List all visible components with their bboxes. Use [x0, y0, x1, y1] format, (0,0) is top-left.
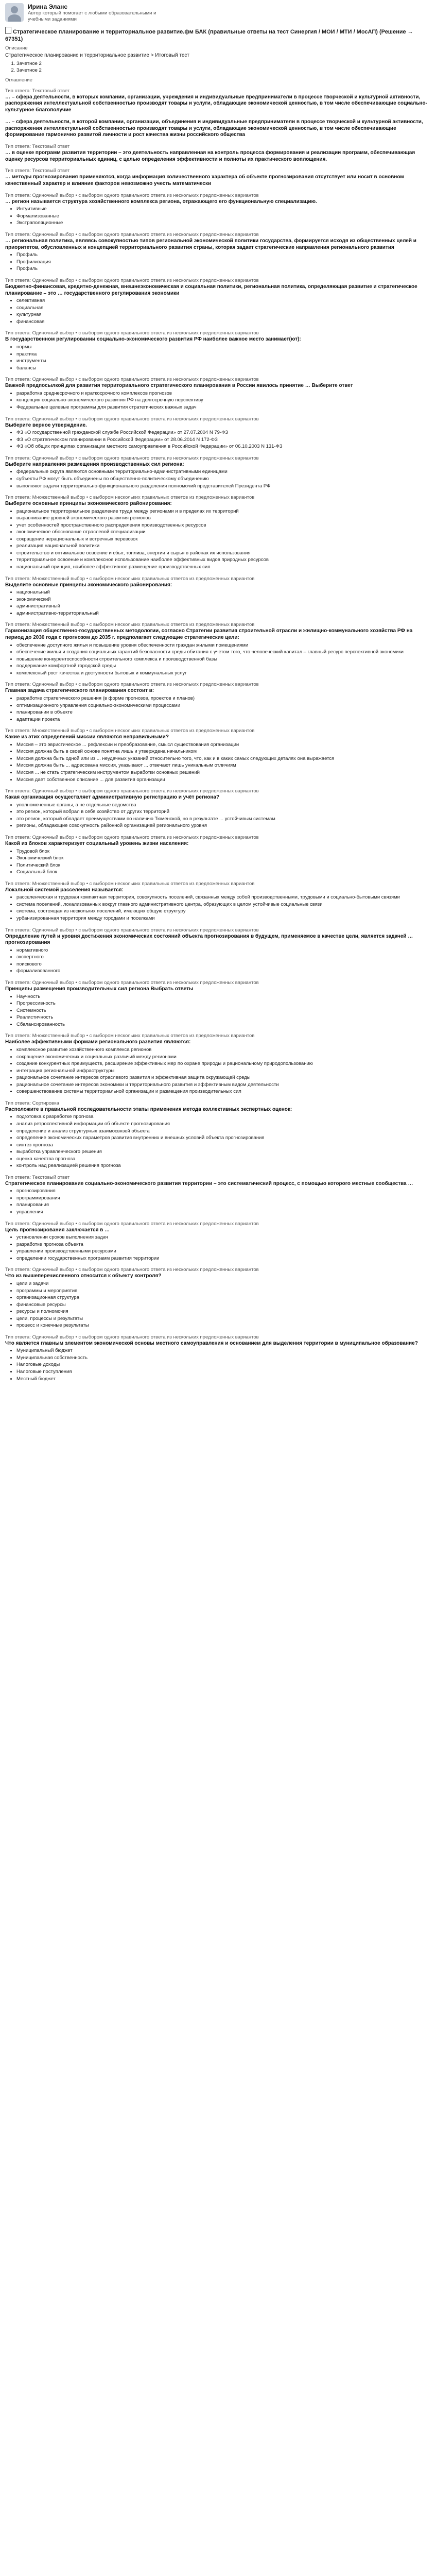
option-item: • выравнивание уровней экономического развития регионов [16, 515, 432, 522]
option-item: • Миссия должна быть одной или из ... неудачных указаний относительно того, что, как и в каких самых следующих деталях она выражается [16, 756, 432, 762]
option-item: • определение экономических параметров развития внутренних и внешних условий объекта прогнозирования [16, 1135, 432, 1142]
question-text: … – сфера деятельности, в которых компании, организации, учреждения и индивидуальные предприниматели в процессе творческой и культурной активности, распоряжения интеллектуальной собственностью производят товары и услуги, обладающие экономической ценностью, в том числе обеспечивающие социально-культурное благополучие [5, 94, 427, 113]
option-item: • программирования [16, 1195, 432, 1202]
option-item: • Социальный блок [16, 869, 432, 876]
option-item: • совершенствование системы территориальной организации и размещения производительных сил [16, 1089, 432, 1095]
option-item: • селективная [16, 298, 432, 304]
option-item: • рациональное сочетание интересов отраслевого развития и эффективная защита окружающей среды [16, 1075, 432, 1081]
question-block [5, 330, 432, 371]
question-text: Цель прогнозирования заключается в … [5, 1227, 110, 1233]
option-item: • балансы [16, 365, 432, 372]
question-block [5, 1175, 432, 1216]
option-item: • поддержание комфортной городской среды [16, 663, 432, 670]
question-type: Тип ответа: Множественный выбор • с выбором нескольких правильных ответов из предложенных вариантов [5, 880, 255, 887]
question-text: Какие из этих определений миссии являются неправильными? [5, 734, 169, 740]
option-item: • ресурсы и полномочия [16, 1309, 432, 1315]
options-list [5, 1234, 432, 1262]
question-block [5, 622, 432, 676]
question-type: Тип ответа: Одиночный выбор • с выбором одного правильного ответа из нескольких предложенных вариантов [5, 834, 259, 840]
question-text: Стратегическое планирование социально-экономического развития территории – это систематический процесс, с помощью которого местные сообщества … [5, 1180, 413, 1187]
option-item: • планирования [16, 1202, 432, 1209]
question-text: Выберите верное утверждение. [5, 422, 87, 428]
option-item: • субъекты РФ могут быть объединены по общественно-политическому объединению [16, 476, 432, 483]
option-item: • программы и мероприятия [16, 1288, 432, 1295]
question-type: Тип ответа: Сортировка [5, 1100, 59, 1106]
question-block [5, 728, 432, 783]
option-item: • это регион, который вобрал в себя хозяйство от других территорий [16, 809, 432, 816]
question-type: Тип ответа: Одиночный выбор • с выбором одного правильного ответа из нескольких предложенных вариантов [5, 192, 259, 198]
question-type: Тип ответа: Одиночный выбор • с выбором одного правильного ответа из нескольких предложенных вариантов [5, 788, 259, 794]
question-type: Тип ответа: Текстовый ответ [5, 143, 70, 149]
option-item: • комплексное развитие хозяйственного комплекса регионов [16, 1047, 432, 1054]
option-item: • Миссия дает собственное описание ... для развития организации [16, 777, 432, 784]
question-block [5, 1334, 432, 1382]
question-block [5, 682, 432, 723]
description-label: Описание [5, 45, 28, 51]
author-name[interactable]: Ирина Эланс [28, 3, 68, 10]
question-type: Тип ответа: Одиночный выбор • с выбором одного правильного ответа из нескольких предложенных вариантов [5, 377, 259, 383]
page-title [5, 27, 432, 43]
question-text: Определение путей и уровня достижения экономических состояний объекта прогнозирования в будущем, применяемое в качестве цели, является задачей … прогнозирования [5, 933, 413, 946]
question-type: Тип ответа: Текстовый ответ [5, 168, 70, 174]
option-item: • рациональное территориальное разделение труда между регионами и в пределах их территорий [16, 509, 432, 515]
option-item: • строительство и оптимальное освоение и сбыт, топлива, энергии и сырья в районах их использования [16, 550, 432, 557]
toc-item[interactable] [16, 67, 432, 73]
option-item: • выработка управленческого решения [16, 1149, 432, 1156]
option-item: • Местный бюджет [16, 1376, 432, 1383]
option-item: • прогнозирования [16, 1188, 432, 1195]
option-item: • Профилизация [16, 259, 432, 266]
question-block [5, 1221, 432, 1262]
option-item: • национальный [16, 589, 432, 596]
option-item: • Миссия ... не стать стратегическим инструментом выработки основных решений [16, 770, 432, 776]
question-type: Тип ответа: Одиночный выбор • с выбором одного правильного ответа из нескольких предложенных вариантов [5, 927, 259, 933]
option-item: • планировании в объекте [16, 709, 432, 716]
option-item: • Реалистичность [16, 1014, 432, 1021]
author-description: Автор который помогает с любыми образовательными и учебными заданиями [28, 10, 156, 22]
option-item: • Системность [16, 1008, 432, 1014]
option-item: • нормы [16, 344, 432, 351]
question-text: Наиболее эффективными формами регионального развития являются: [5, 1039, 191, 1045]
option-item: • Налоговые поступления [16, 1369, 432, 1376]
option-item: • Миссия – это эвристическое ... рефлексии и преобразование, смысл существования организации [16, 742, 432, 749]
question-text: … региональная политика, являясь совокупностью типов региональной экономической политики государства, формируется исходя из общественных целей и приоритетов, обусловленных и концепцией территориального развития страны, которая задает стратегические направления регионального развития [5, 238, 416, 250]
option-item: • Трудовой блок [16, 849, 432, 855]
options-list [5, 642, 432, 677]
option-item: • расселенческая и трудовая компактная территория, совокупность поселений, связанных между собой производственными, трудовыми и социально-бытовыми связями [16, 894, 432, 901]
option-item: • концепция социально-экономического развития РФ на долгосрочную перспективу [16, 397, 432, 404]
option-item: • это регион, который обладает преимуществами по наличию Тюменской, но в результате ... устойчивым системам [16, 816, 432, 823]
options-list [5, 430, 432, 450]
option-item: • установлении сроков выполнения задач [16, 1234, 432, 1241]
question-text: Важной предпосылкой для развития территориального стратегического планирования в России явилось принятие … Выберите ответ [5, 383, 353, 389]
options-list [5, 589, 432, 617]
question-block [5, 168, 432, 187]
options-list [5, 742, 432, 783]
option-item: • реализация национальной политики [16, 543, 432, 550]
option-item: • рациональное сочетание интересов экономики и территориального развития и эффективным видом деятельности [16, 1082, 432, 1089]
question-type: Тип ответа: Множественный выбор • с выбором нескольких правильных ответов из предложенных вариантов [5, 1033, 255, 1039]
question-text: … методы прогнозирования применяются, когда информация количественного характера об объекте прогнозирования отсутствует или носит в основном качественный характер и влияние факторов невозможно учесть математически [5, 174, 404, 187]
question-text: Бюджетно-финансовая, кредитно-денежная, внешнеэкономическая и социальная политики, региональная политика, определяющая развитие и стратегическое планирование – это … государственного регулирования экономики [5, 283, 417, 296]
option-item: • сокращение экономических и социальных различий между регионами [16, 1054, 432, 1061]
question-type: Тип ответа: Текстовый ответ [5, 88, 70, 94]
question-block [5, 278, 432, 326]
question-type: Тип ответа: Множественный выбор • с выбором нескольких правильных ответов из предложенных вариантов [5, 495, 255, 501]
option-item: • определении государственных программ развития территории [16, 1256, 432, 1262]
option-item: • создание конкурентных преимуществ, расширение эффективных мер по охране природы и рациональному природопользованию [16, 1061, 432, 1067]
question-block [5, 881, 432, 922]
question-block [5, 119, 432, 139]
author-info [28, 3, 162, 23]
option-item: • Научность [16, 994, 432, 1001]
avatar[interactable] [5, 3, 24, 22]
option-item: • обеспечение жилья и создания социальных гарантий безопасности среды обитания с учетом того, что человеческий капитал – главный ресурс перспективной экономики [16, 649, 432, 656]
question-text: Гармонизация общественно-государственных методологии, согласно Стратегии развития строительной отрасли и жилищно-коммунального хозяйства РФ на период до 2030 года с прогнозом до 2035 г. предполагает следующие стратегические цели: [5, 628, 413, 641]
option-item: • подготовка к разработке прогноза [16, 1114, 432, 1121]
option-item: • культурная [16, 312, 432, 318]
option-item: • федеральные округа являются основными территориально-административными единицами [16, 469, 432, 476]
question-block [5, 416, 432, 450]
option-item: • анализ ретроспективной информации об объекте прогнозирования [16, 1121, 432, 1128]
question-type: Тип ответа: Одиночный выбор • с выбором одного правильного ответа из нескольких предложенных вариантов [5, 980, 259, 986]
option-item: • территориальное освоение и комплексное использование наиболее эффективных видов природных ресурсов [16, 557, 432, 564]
question-block [5, 1100, 432, 1170]
question-text: В государственном регулировании социально-экономического развития РФ наиболее важное место занимает(ют): [5, 336, 301, 343]
toc-item[interactable] [16, 61, 432, 66]
question-block [5, 232, 432, 273]
option-item: • цели, процессы и результаты [16, 1316, 432, 1323]
option-item: • контроль над реализацией решения прогноза [16, 1163, 432, 1170]
question-text: Расположите в правильной последовательности этапы применения метода коллективных экспертных оценок: [5, 1106, 292, 1112]
option-item: • Прогрессивность [16, 1001, 432, 1007]
question-text: Выберите основные принципы экономического районирования: [5, 501, 172, 507]
questions-list [5, 88, 432, 1382]
option-item: • управления [16, 1209, 432, 1216]
page-title-text: Стратегическое планирование и территориальное развитие.фм БАК (правильные ответы на тест Синергия / МОИ / МТИ / МосАП) (Решение → 67351) [5, 28, 413, 43]
question-block [5, 377, 432, 411]
author-block [5, 3, 432, 23]
option-item: • инструменты [16, 358, 432, 365]
question-type: Тип ответа: Одиночный выбор • с выбором одного правильного ответа из нескольких предложенных вариантов [5, 1334, 259, 1340]
option-item: • разработке стратегического решения (в форме прогнозов, проектов и планов) [16, 696, 432, 702]
options-list [5, 1047, 432, 1095]
question-type: Тип ответа: Одиночный выбор • с выбором одного правильного ответа из нескольких предложенных вариантов [5, 330, 259, 336]
option-item: • финансовая [16, 319, 432, 326]
option-item: • урбанизированная территория между городами и поселками [16, 916, 432, 922]
question-block [5, 144, 432, 163]
question-text: … в оценке программ развития территории – это деятельность направленная на контроль процесса формирования и реализации программ, обеспечивающая оценку ресурсов территориальных единиц, с целью определения эффективности и полноты их практического воплощения. [5, 149, 415, 162]
description-text: Стратегическое планирование и территориальное развитие > Итоговый тест [5, 52, 189, 58]
options-list [5, 1114, 432, 1169]
question-type: Тип ответа: Одиночный выбор • с выбором одного правильного ответа из нескольких предложенных вариантов [5, 1267, 259, 1273]
question-block [5, 576, 432, 617]
option-item: • управлении производственными ресурсами [16, 1248, 432, 1255]
options-list [5, 469, 432, 489]
question-type: Тип ответа: Одиночный выбор • с выбором одного правильного ответа из нескольких предложенных вариантов [5, 682, 259, 688]
option-item: • Федеральные целевые программы для развития стратегических важных задач [16, 404, 432, 411]
option-item: • сокращение нерациональных и встречных перевозок [16, 536, 432, 543]
option-item: • ФЗ «О стратегическом планировании в Российской Федерации» от 28.06.2014 N 172-ФЗ [16, 437, 432, 444]
option-item: • ФЗ «Об общих принципах организации местного самоуправления в Российской Федерации» от 06.10.2003 N 131-ФЗ [16, 444, 432, 450]
outline-label: Оглавление [5, 77, 32, 83]
option-item: • административный [16, 603, 432, 610]
question-type: Тип ответа: Множественный выбор • с выбором нескольких правильных ответов из предложенных вариантов [5, 622, 255, 628]
option-item: • социальная [16, 305, 432, 312]
options-list [5, 947, 432, 975]
question-text: Выберите направления размещения производственных сил региона: [5, 461, 184, 467]
option-item: • Экономический блок [16, 855, 432, 862]
question-block [5, 980, 432, 1028]
question-block [5, 88, 432, 114]
options-list [5, 206, 432, 227]
option-item: • разработке прогноза объекта [16, 1242, 432, 1248]
toc-item-label[interactable]: Зачетное 2 [16, 60, 42, 66]
option-item: • интеграция региональной инфраструктуры [16, 1068, 432, 1075]
question-block [5, 1267, 432, 1329]
options-list [5, 994, 432, 1028]
question-block [5, 495, 432, 570]
option-item: • организационная структура [16, 1295, 432, 1301]
option-item: • Миссия должна быть в своей основе понятна лишь и утверждена начальником [16, 749, 432, 755]
option-item: • поискового [16, 961, 432, 968]
options-list [5, 894, 432, 922]
options-list [5, 802, 432, 829]
option-item: • формализованного [16, 968, 432, 975]
option-item: • нормативного [16, 947, 432, 954]
option-item: • система, состоящая из нескольких поселений, имеющих общую структуру [16, 908, 432, 915]
question-text: Какой из блоков характеризует социальный уровень жизни населения: [5, 840, 189, 846]
option-item: • оптимизационного управления социально-экономическими процессами [16, 703, 432, 709]
option-item: • оценка качества прогноза [16, 1156, 432, 1163]
options-list [5, 849, 432, 876]
option-item: • Экстраполяционные [16, 220, 432, 227]
question-text: Главная задача стратегического планирования состоит в: [5, 688, 154, 694]
option-item: • национальный принцип, наиболее эффективное размещение производственных сил [16, 564, 432, 571]
option-item: • Политический блок [16, 862, 432, 869]
option-item: • Миссия должна быть ... адресована миссия, указывают ... отвечают лишь уникальным отличиям [16, 762, 432, 769]
options-list [5, 1348, 432, 1382]
options-list [5, 252, 432, 273]
option-item: • экономический [16, 597, 432, 603]
option-item: • Сбалансированность [16, 1022, 432, 1028]
option-item: • экономическое обоснование отраслевой специализации [16, 529, 432, 536]
toc-list [5, 61, 432, 73]
question-text: Что из вышеперечисленного относится к объекту контроля? [5, 1273, 162, 1279]
option-item: • учет особенностей пространственного распределения производственных ресурсов [16, 522, 432, 529]
option-item: • ФЗ «О государственной гражданской службе Российской Федерации» от 27.07.2004 N 79-ФЗ [16, 430, 432, 436]
question-type: Тип ответа: Одиночный выбор • с выбором одного правильного ответа из нескольких предложенных вариантов [5, 231, 259, 238]
option-item: • Муниципальный бюджет [16, 1348, 432, 1354]
option-item: • цели и задачи [16, 1281, 432, 1287]
options-list [5, 344, 432, 371]
option-item: • практика [16, 351, 432, 358]
option-item: • административно-территориальный [16, 611, 432, 617]
question-text: Какая организация осуществляет административную регистрацию и учёт региона? [5, 794, 220, 801]
question-type: Тип ответа: Текстовый ответ [5, 1174, 70, 1180]
option-item: • система поселений, локализованных вокруг главного административного центра, образующих в целом устойчивые социальные связи [16, 902, 432, 908]
question-type: Тип ответа: Множественный выбор • с выбором нескольких правильных ответов из предложенных вариантов [5, 575, 255, 582]
options-list [5, 391, 432, 411]
question-text: Локальной системой расселения называется: [5, 887, 124, 893]
option-item: • Интуитивные [16, 206, 432, 213]
option-item: • Налоговые доходы [16, 1362, 432, 1368]
option-item: • синтез прогноза [16, 1142, 432, 1149]
options-list [5, 1188, 432, 1215]
option-item: • Формализованные [16, 213, 432, 220]
option-item: • Муниципальная собственность [16, 1355, 432, 1362]
question-block [5, 835, 432, 876]
option-item: • определение и анализ структурных взаимосвязей объекта [16, 1128, 432, 1135]
question-block [5, 927, 432, 975]
option-item: • разработка среднесрочного и краткосрочного комплексов прогнозов [16, 391, 432, 397]
question-text: Выделите основные принципы экономического районирования: [5, 582, 172, 588]
question-block [5, 455, 432, 489]
option-item: • Профиль [16, 252, 432, 259]
option-item: • экспертного [16, 954, 432, 961]
question-text: Что является главным элементом экономической основы местного самоуправления и основанием для выделения территории в муниципальное образование? [5, 1340, 418, 1346]
options-list [5, 298, 432, 325]
option-item: • Профиль [16, 266, 432, 273]
question-block [5, 788, 432, 829]
option-item: • комплексный рост качества и доступности бытовых и коммунальных услуг [16, 670, 432, 677]
option-item: • финансовые ресурсы [16, 1302, 432, 1309]
option-item: • повышение конкурентоспособности строительного комплекса и производственной базы [16, 656, 432, 663]
question-type: Тип ответа: Одиночный выбор • с выбором одного правильного ответа из нескольких предложенных вариантов [5, 455, 259, 461]
option-item: • регионы, обладающие совокупность районной организацией регионального уровня [16, 823, 432, 829]
question-block [5, 193, 432, 227]
option-item: • процесс и конечные результаты [16, 1323, 432, 1329]
options-list [5, 509, 432, 571]
option-item: • обеспечение доступного жилья и повышение уровня обеспеченности граждан жилыми помещениями [16, 642, 432, 649]
document-icon [5, 27, 11, 34]
question-text: Принципы размещения производительных сил региона Выбрать ответы [5, 986, 194, 992]
question-type: Тип ответа: Множественный выбор • с выбором нескольких правильных ответов из предложенных вариантов [5, 728, 255, 734]
option-item: • уполномоченные органы, а не отдельные ведомства [16, 802, 432, 809]
options-list [5, 696, 432, 723]
question-text: … – сфера деятельности, в которой компании, организации, объединения и индивидуальные предприниматели в процессе творческой и культурной активности, распоряжения интеллектуальной собственностью производят товары и услуги, обладающие экономической ценностью, в том числе обеспечивающие формирование гармонично развитой личности и рост качества жизни российского общества [5, 118, 423, 138]
toc-item-label[interactable]: Зачетное 2 [16, 67, 42, 73]
question-text: … регион называется структура хозяйственного комплекса региона, отражающего его функциональную специализацию. [5, 198, 317, 205]
question-type: Тип ответа: Одиночный выбор • с выбором одного правильного ответа из нескольких предложенных вариантов [5, 277, 259, 283]
options-list [5, 1281, 432, 1329]
question-type: Тип ответа: Одиночный выбор • с выбором одного правильного ответа из нескольких предложенных вариантов [5, 416, 259, 422]
option-item: • адаптации проекта [16, 717, 432, 723]
question-type: Тип ответа: Одиночный выбор • с выбором одного правильного ответа из нескольких предложенных вариантов [5, 1221, 259, 1227]
option-item: • выполняют задачи территориально-функционального разделения полномочий представителей Президента РФ [16, 483, 432, 490]
question-block [5, 1033, 432, 1095]
